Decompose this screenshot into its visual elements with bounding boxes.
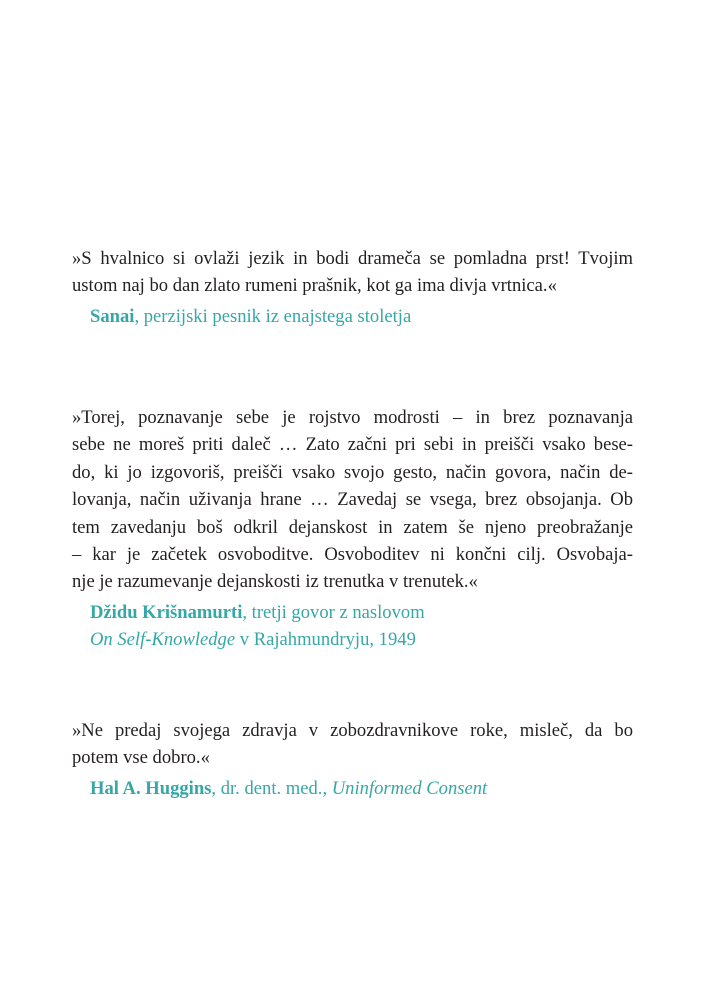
quote-attribution [90, 775, 633, 802]
attribution-text: v Rajahmundryju, 1949 [235, 629, 416, 651]
quote-attribution [90, 599, 633, 654]
attribution-text: , perzijski pesnik iz enajstega stoletja [134, 305, 412, 327]
work-title: On Self-Knowledge [90, 629, 236, 651]
quote-sanai [72, 245, 633, 330]
quote-attribution [90, 303, 633, 330]
attribution-text: , dr. dent. med., [211, 777, 332, 799]
quote-line: potem vse dobro.« [72, 747, 210, 769]
quote-line: lovanja, način uživanja hrane … Zavedaj se vsega, brez obsojanja. Ob [72, 489, 633, 511]
quote-line: tem zavedanju boš odkril dejanskost in zatem še njeno preobražanje [72, 516, 633, 538]
quote-line: do, ki jo izgovoriš, preišči vsako svojo gesto, način govora, način de- [72, 461, 633, 483]
quote-line: – kar je začetek osvoboditve. Osvoboditev ni končni cilj. Osvobaja- [72, 544, 633, 566]
work-title: Uninformed Consent [331, 777, 488, 799]
quote-line: ustom naj bo dan zlato rumeni prašnik, kot ga ima divja vrtnica.« [72, 275, 557, 297]
quote-line: sebe ne moreš priti daleč … Zato začni pri sebi in preišči vsako bese- [72, 434, 633, 456]
author-name: Sanai [90, 305, 135, 327]
quote-text [72, 245, 633, 300]
quote-text [72, 717, 633, 772]
attribution-text: , tretji govor z naslovom [242, 601, 425, 623]
quote-krishnamurti [72, 404, 633, 654]
quote-text [72, 404, 633, 596]
quote-line: »Torej, poznavanje sebe je rojstvo modrosti – in brez poznavanja [72, 407, 633, 428]
author-name: Džidu Krišnamurti [90, 601, 243, 623]
quote-line: »Ne predaj svojega zdravja v zobozdravnikove roke, misleč, da bo [72, 720, 633, 741]
quote-line: nje je razumevanje dejanskosti iz trenutka v trenutek.« [72, 571, 478, 593]
author-name: Hal A. Huggins [90, 777, 212, 799]
quote-line: »S hvalnico si ovlaži jezik in bodi drameča se pomladna prst! Tvojim [72, 248, 633, 269]
quote-huggins [72, 717, 633, 802]
